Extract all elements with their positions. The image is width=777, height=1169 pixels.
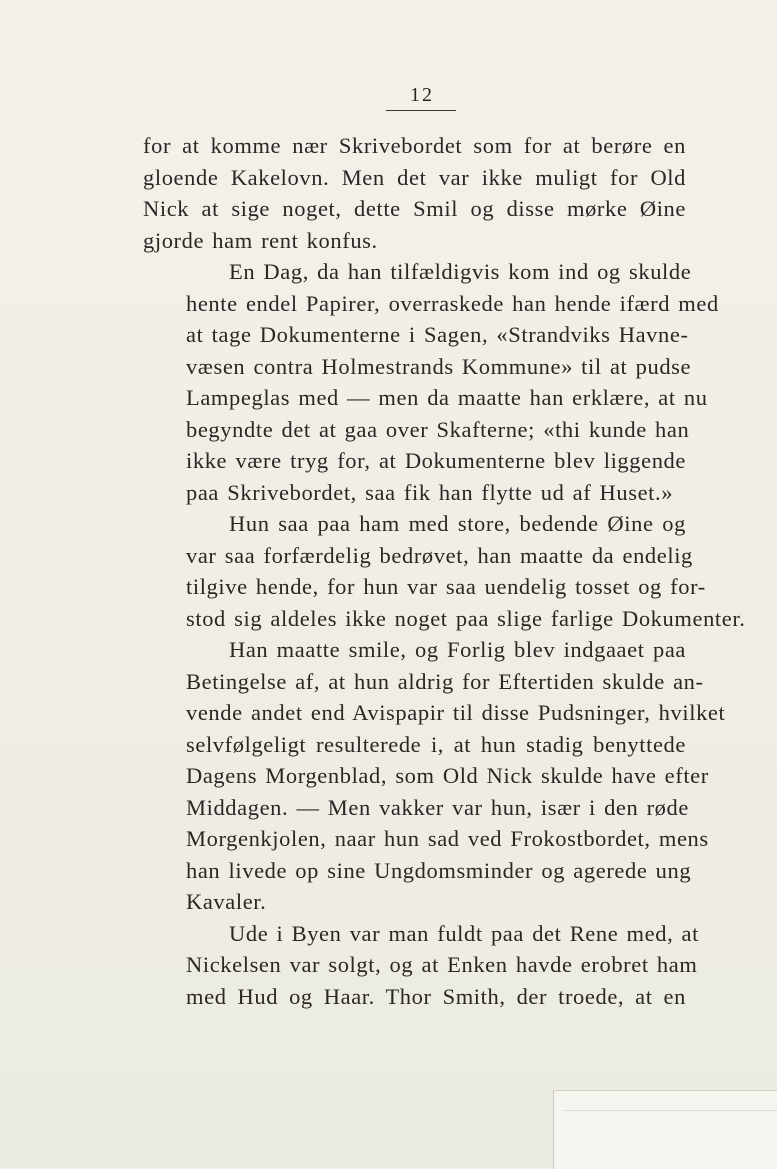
text-line: Dagens Morgenblad, som Old Nick skulde have efter: [186, 763, 709, 788]
text-line: tilgive hende, for hun var saa uendelig tosset og for-: [186, 574, 706, 599]
paragraph: [143, 634, 726, 918]
text-line: Han maatte smile, og Forlig blev indgaaet paa: [229, 637, 686, 662]
text-line: gloende Kakelovn. Men det var ikke muligt for Old: [143, 164, 686, 190]
text-line: vende andet end Avispapir til disse Pudsninger, hvilket: [186, 700, 726, 725]
text-line: Lampeglas med — men da maatte han erklære, at nu: [186, 385, 708, 410]
text-line: Ude i Byen var man fuldt paa det Rene med, at: [229, 920, 699, 946]
scan-corner-mark: [553, 1090, 777, 1169]
text-line: paa Skrivebordet, saa fik han flytte ud af Huset.»: [186, 479, 674, 505]
text-line: med Hud og Haar. Thor Smith, der troede, at en: [186, 983, 686, 1009]
text-line: var saa forfærdelig bedrøvet, han maatte da endelig: [186, 542, 693, 568]
text-line: væsen contra Holmestrands Kommune» til at pudse: [186, 353, 692, 379]
text-line: Hun saa paa ham med store, bedende Øine og: [229, 511, 686, 536]
text-line: hente endel Papirer, overraskede han hende ifærd med: [186, 290, 719, 316]
text-line: selvfølgeligt resulterede i, at hun stadig benyttede: [186, 731, 686, 757]
text-line: begyndte det at gaa over Skafterne; «thi kunde han: [186, 416, 690, 442]
paragraph: [143, 256, 719, 508]
scan-corner-line: [563, 1110, 777, 1111]
text-line: ikke være tryg for, at Dokumenterne blev liggende: [186, 448, 686, 473]
paragraph: [143, 508, 746, 634]
paragraph: [143, 918, 699, 1013]
text-line: Nick at sige noget, dette Smil og disse mørke Øine: [143, 196, 686, 221]
paragraph: [143, 130, 686, 256]
text-line: stod sig aldeles ikke noget paa slige farlige Dokumenter.: [186, 605, 746, 631]
text-line: for at komme nær Skrivebordet som for at berøre en: [143, 133, 686, 158]
page-number-rule: [386, 110, 456, 111]
text-line: at tage Dokumenterne i Sagen, «Strandviks Havne-: [186, 322, 689, 347]
text-line: gjorde ham rent konfus.: [143, 227, 378, 253]
page-number: 12: [410, 84, 434, 106]
text-line: Middagen. — Men vakker var hun, især i den røde: [186, 794, 689, 820]
text-line: Kavaler.: [186, 889, 267, 914]
body-text: [143, 130, 746, 1012]
text-line: Morgenkjolen, naar hun sad ved Frokostbordet, mens: [186, 826, 709, 851]
text-line: Betingelse af, at hun aldrig for Eftertiden skulde an-: [186, 668, 704, 694]
text-line: Nickelsen var solgt, og at Enken havde erobret ham: [186, 952, 698, 977]
text-line: han livede op sine Ungdomsminder og agerede ung: [186, 857, 692, 883]
text-line: En Dag, da han tilfældigvis kom ind og skulde: [229, 259, 692, 284]
